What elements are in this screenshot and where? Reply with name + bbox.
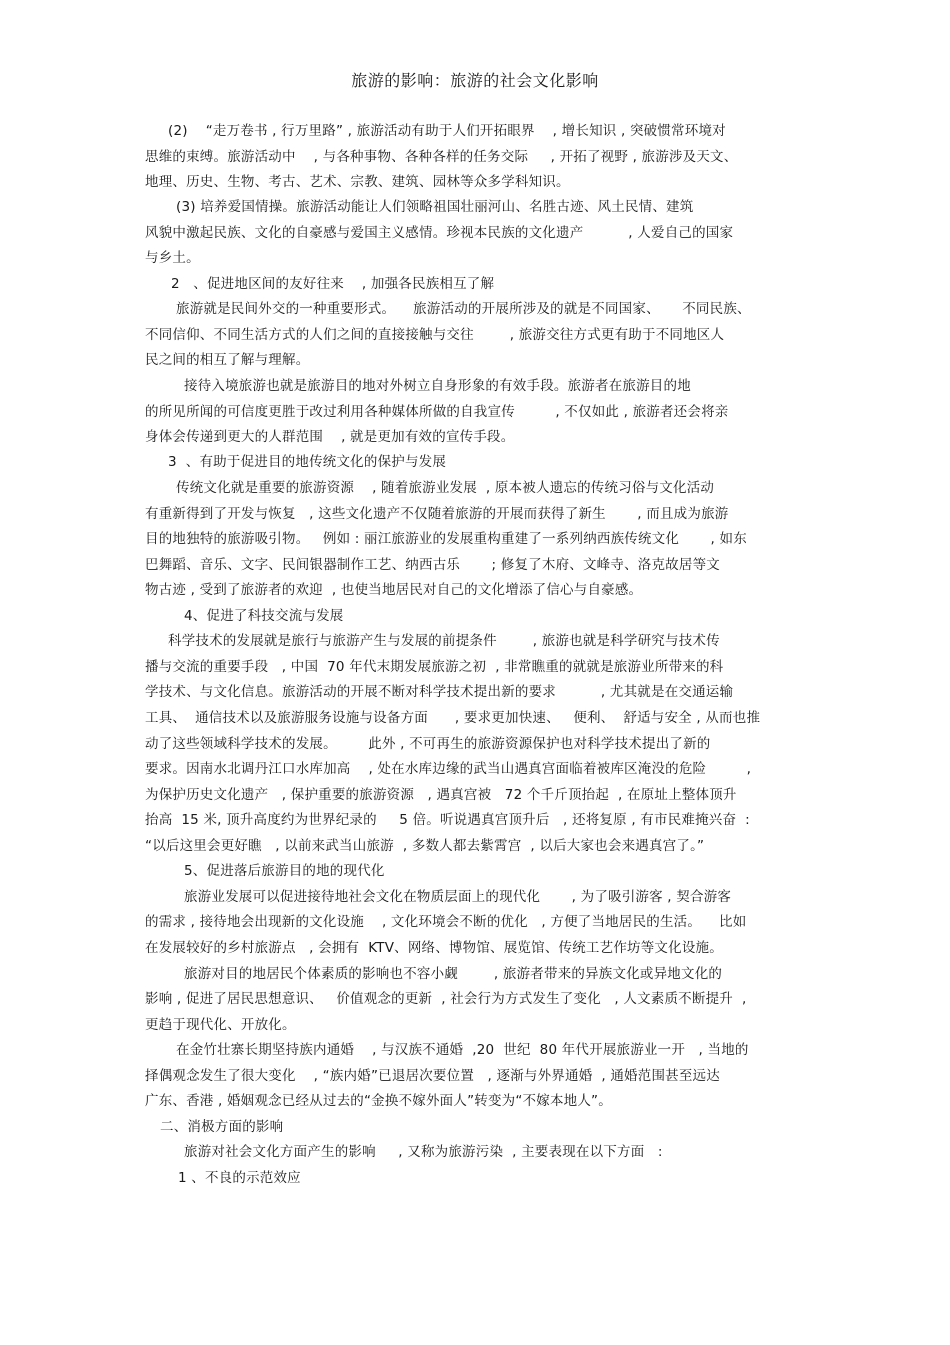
paragraph-line: 旅游就是民间外交的一种重要形式。 旅游活动的开展所涉及的就是不同国家、 不同民族、 bbox=[176, 301, 751, 317]
paragraph-line: 广东、香港 , 婚姻观念已经从过去的“金换不嫁外面人”转变为“不嫁本地人”。 bbox=[145, 1093, 612, 1109]
paragraph-line: 科学技术的发展就是旅行与旅游产生与发展的前提条件 , 旅游也就是科学研究与技术传 bbox=[168, 633, 720, 649]
section-heading: 5、促进落后旅游目的地的现代化 bbox=[184, 863, 385, 879]
paragraph-line: 与乡土。 bbox=[145, 250, 200, 266]
section-heading: 4、促进了科技交流与发展 bbox=[184, 608, 344, 624]
paragraph-line: 工具、 通信技术以及旅游服务设施与设备方面 , 要求更加快速、 便利、 舒适与安全 , 从而也推 bbox=[145, 710, 761, 726]
paragraph-line: 旅游业发展可以促进接待地社会文化在物质层面上的现代化 , 为了吸引游客 , 契合游客 bbox=[184, 889, 732, 905]
paragraph-line: (3) 培养爱国情操。旅游活动能让人们领略祖国壮丽河山、名胜古迹、风土民情、建筑 bbox=[176, 199, 694, 215]
paragraph-line: 有重新得到了开发与恢复 , 这些文化遗产不仅随着旅游的开展而获得了新生 , 而且成为旅游 bbox=[145, 506, 729, 522]
paragraph-line: 物古迹 , 受到了旅游者的欢迎 , 也使当地居民对自己的文化增添了信心与自豪感。 bbox=[145, 582, 643, 598]
document-title: 旅游的影响：旅游的社会文化影响 bbox=[351, 71, 599, 90]
paragraph-line: 影响 , 促进了居民思想意识、 价值观念的更新 , 社会行为方式发生了变化 , 人文素质不断提升 , bbox=[145, 991, 747, 1007]
paragraph-line: 的所见所闻的可信度更胜于改过利用各种媒体所做的自我宣传 , 不仅如此 , 旅游者还会将亲 bbox=[145, 404, 729, 420]
paragraph-line: 播与交流的重要手段 , 中国 70 年代末期发展旅游之初 , 非常瞧重的就就是旅游业所带来的科 bbox=[145, 659, 724, 675]
paragraph-line: 身体会传递到更大的人群范围 , 就是更加有效的宣传手段。 bbox=[145, 429, 515, 445]
paragraph-line: 地理、历史、生物、考古、艺术、宗教、建筑、园林等众多学科知识。 bbox=[145, 174, 570, 190]
paragraph-line: 接待入境旅游也就是旅游目的地对外树立自身形象的有效手段。旅游者在旅游目的地 bbox=[184, 378, 691, 394]
paragraph-line: 抬高 15 米, 顶升高度约为世界纪录的 5 倍。听说遇真宫顶升后 , 还将复原 , 有市民难掩兴奋 : bbox=[145, 812, 750, 828]
paragraph-line: 旅游对社会文化方面产生的影响 , 又称为旅游污染 , 主要表现在以下方面 : bbox=[184, 1144, 663, 1160]
section-heading: 3 、有助于促进目的地传统文化的保护与发展 bbox=[168, 454, 447, 470]
paragraph-line: 更趋于现代化、开放化。 bbox=[145, 1017, 296, 1033]
paragraph-line: 目的地独特的旅游吸引物。 例如 : 丽江旅游业的发展重构重建了一系列纳西族传统文化 , 如东 bbox=[145, 531, 747, 547]
section-heading: 1 、不良的示范效应 bbox=[178, 1170, 301, 1186]
paragraph-line: 在金竹壮寨长期坚持族内通婚 , 与汉族不通婚 ,20 世纪 80 年代开展旅游业一开 , 当地的 bbox=[176, 1042, 749, 1058]
paragraph-line: 动了这些领域科学技术的发展。 此外 , 不可再生的旅游资源保护也对科学技术提出了新的 bbox=[145, 736, 711, 752]
section-heading: 二、消极方面的影响 bbox=[160, 1119, 284, 1135]
paragraph-line: 传统文化就是重要的旅游资源 , 随着旅游业发展 , 原本被人遗忘的传统习俗与文化活动 bbox=[176, 480, 715, 496]
paragraph-line: 择偶观念发生了很大变化 , “族内婚”已退居次要位置 , 逐渐与外界通婚 , 通婚范围甚至远达 bbox=[145, 1068, 720, 1084]
paragraph-line: 旅游对目的地居民个体素质的影响也不容小觑 , 旅游者带来的异族文化或异地文化的 bbox=[184, 966, 723, 982]
paragraph-line: (2) “走万卷书 , 行万里路” , 旅游活动有助于人们开拓眼界 , 增长知识 , 突破惯常环境对 bbox=[168, 123, 726, 139]
paragraph-line: 民之间的相互了解与理解。 bbox=[145, 352, 310, 368]
paragraph-line: 在发展较好的乡村旅游点 , 会拥有 KTV、网络、博物馆、展览馆、传统工艺作坊等文化设施。 bbox=[145, 940, 723, 956]
paragraph-line: 为保护历史文化遗产 , 保护重要的旅游资源 , 遇真宫被 72 个千斤顶抬起 , 在原址上整体顶升 bbox=[145, 787, 737, 803]
quote-line: “以后这里会更好瞧 , 以前来武当山旅游 , 多数人都去紫霄宫 , 以后大家也会来遇真宫了。” bbox=[145, 838, 705, 854]
paragraph-line: 不同信仰、不同生活方式的人们之间的直接接触与交往 , 旅游交往方式更有助于不同地区人 bbox=[145, 327, 725, 343]
paragraph-line: 学技术、与文化信息。旅游活动的开展不断对科学技术提出新的要求 , 尤其就是在交通运输 bbox=[145, 684, 734, 700]
paragraph-line: 风貌中激起民族、文化的自豪感与爱国主义感情。珍视本民族的文化遗产 , 人爱自己的国家 bbox=[145, 225, 734, 241]
section-heading: 2 、促进地区间的友好往来 , 加强各民族相互了解 bbox=[171, 276, 495, 292]
paragraph-line: 巴舞蹈、音乐、文字、民间银器制作工艺、纳西古乐 ; 修复了木府、文峰寺、洛克故居等文 bbox=[145, 557, 720, 573]
paragraph-line: 的需求 , 接待地会出现新的文化设施 , 文化环境会不断的优化 , 方便了当地居民的生活。 比如 bbox=[145, 914, 747, 930]
paragraph-line: 思维的束缚。旅游活动中 , 与各种事物、各种各样的任务交际 , 开拓了视野 , 旅游涉及天文、 bbox=[145, 149, 738, 165]
paragraph-line: 要求。因南水北调丹江口水库加高 , 处在水库边缘的武当山遇真宫面临着被库区淹没的危险 , bbox=[145, 761, 752, 777]
